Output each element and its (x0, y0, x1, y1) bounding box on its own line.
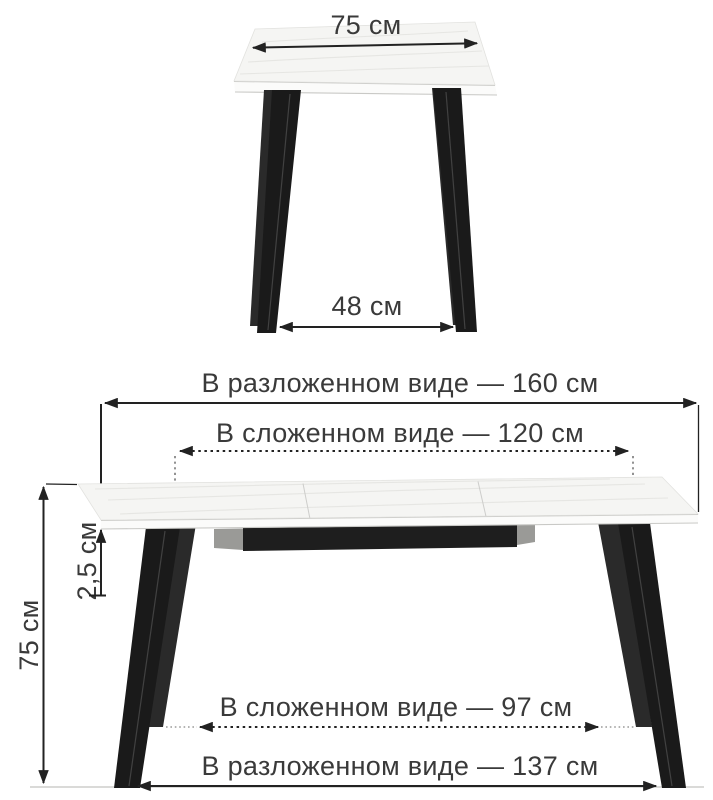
extension-rail-left (214, 529, 243, 551)
extension-frame (214, 525, 535, 552)
extension-frame-bar (243, 525, 517, 551)
unfolded-leg-span-label: В разложенном виде — 137 см (201, 751, 599, 781)
folded-leg-span-dimension (166, 692, 634, 727)
unfolded-width-label: В разложенном виде — 160 см (201, 368, 599, 398)
folded-width-dimension (175, 418, 633, 481)
height-label: 75 см (14, 599, 44, 671)
thickness-dimension (72, 522, 106, 601)
end-view-figure (234, 10, 497, 333)
extension-rail-right (517, 525, 535, 546)
tabletop-surface (78, 477, 698, 520)
end-view-leg-span-label: 48 см (331, 291, 403, 321)
front-view-tabletop (78, 477, 698, 529)
thickness-label: 2,5 см (72, 521, 102, 601)
folded-leg-span-label: В сложенном виде — 97 см (219, 692, 573, 722)
folded-width-label: В сложенном виде — 120 см (215, 418, 585, 448)
front-view-figure (14, 368, 704, 788)
height-dimension (14, 484, 77, 783)
end-view-leg-span-dimension (280, 291, 453, 327)
extension-line (46, 484, 77, 485)
unfolded-leg-span-dimension (138, 751, 656, 786)
end-view-width-label: 75 см (330, 10, 402, 40)
